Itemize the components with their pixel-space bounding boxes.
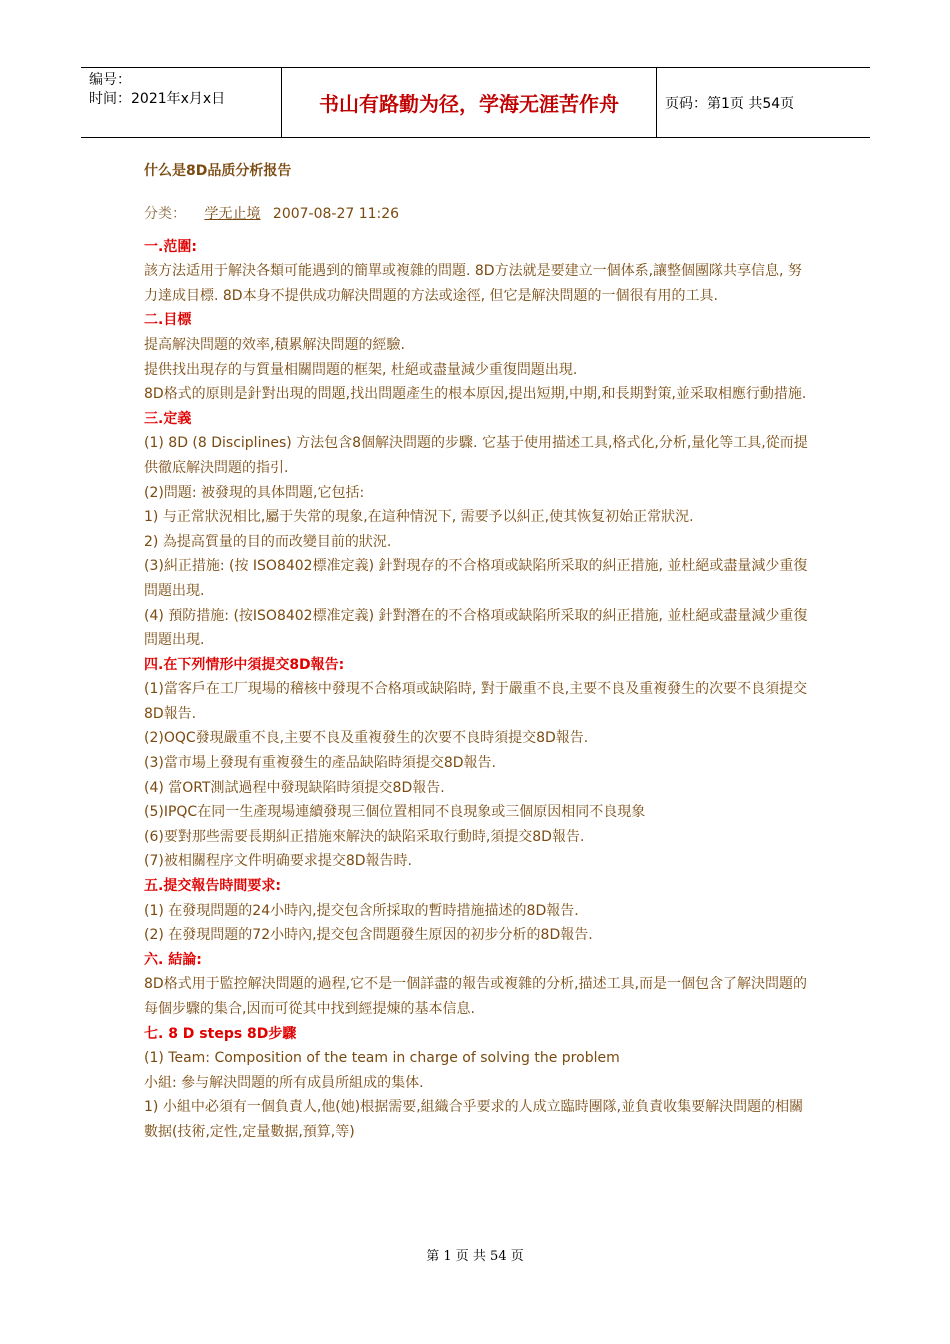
document-body — [144, 160, 814, 1145]
paragraph: (7)被相關程序文件明确要求提交8D報告時. — [144, 853, 412, 870]
header-left-cell — [81, 68, 282, 137]
document-title: 什么是8D品质分析报告 — [144, 163, 292, 179]
document-meta — [144, 202, 814, 227]
section-heading: 七. 8 D steps 8D步驟 — [144, 1025, 297, 1042]
category-label: 分类： — [144, 206, 186, 222]
paragraph: (4) 預防措施: (按ISO8402標准定義) 針對潛在的不合格項或缺陷所采取的糾正措施, 並杜絕或盡量減少重復問題出現. — [144, 607, 808, 649]
paragraph: (2)問題: 被發現的具体問題,它包括: — [144, 484, 365, 501]
header-table — [81, 67, 870, 138]
paragraph: 提高解決問題的效率,積累解決問題的經驗. — [144, 336, 405, 353]
section-heading: 三.定義 — [144, 410, 192, 427]
paragraph: (3)糾正措施: (按 ISO8402標准定義) 針對現存的不合格項或缺陷所采取的糾正措施, 並杜絕或盡量減少重復問題出現. — [144, 558, 808, 599]
page-footer: 第 1 页 共 54 页 — [426, 1249, 524, 1264]
number-label: 编号： — [89, 72, 131, 88]
paragraph: 1) 与正常狀況相比,屬于失常的現象,在這种情況下, 需要予以糾正,使其恢复初始正常狀況. — [144, 509, 694, 526]
paragraph: 1) 小組中必須有一個負責人,他(她)根据需要,組織合乎要求的人成立臨時團隊,並負責收集要解決問題的相關數据(技術,定性,定量數据,預算,等) — [144, 1099, 804, 1140]
paragraph: (2)OQC發現嚴重不良,主要不良及重複發生的次要不良時須提交8D報告. — [144, 730, 589, 747]
paragraph: (1) 在發現問題的24小時內,提交包含所採取的暫時措施描述的8D報告. — [144, 902, 579, 919]
paragraph: 提供找出現存的与質量相關問題的框架, 杜絕或盡量減少重復問題出現. — [144, 361, 578, 378]
document-blocks — [144, 235, 814, 1145]
section-heading: 一.范圍: — [144, 238, 197, 255]
paragraph: (5)IPQC在同一生產現場連續發現三個位置相同不良現象或三個原因相同不良現象 — [144, 804, 646, 821]
paragraph: 8D格式的原則是針對出現的問題,找出問題產生的根本原因,提出短期,中期,和長期對策,並采取相應行動措施. — [144, 386, 807, 403]
section-heading: 五.提交報告時間要求: — [144, 878, 281, 895]
paragraph: (6)要對那些需要長期糾正措施來解決的缺陷采取行動時,須提交8D報告. — [144, 828, 585, 845]
paragraph: (3)當市場上發現有重複發生的產品缺陷時須提交8D報告. — [144, 755, 496, 772]
section-heading: 四.在下列情形中須提交8D報告: — [144, 656, 345, 673]
section-heading: 二.目標 — [144, 312, 192, 329]
header-slogan: 书山有路勤为径，学海无涯苦作舟 — [282, 68, 657, 137]
time-label: 时间：2021年x月x日 — [89, 91, 226, 107]
paragraph: (1)當客戶在工厂現場的稽核中發現不合格項或缺陷時, 對于嚴重不良,主要不良及重複發生的次要不良須提交8D報告. — [144, 681, 808, 722]
header-page-info: 页码：第1页 共54页 — [665, 95, 795, 112]
paragraph: (2) 在發現問題的72小時內,提交包含問題發生原因的初步分析的8D報告. — [144, 927, 593, 944]
section-heading: 六. 結論: — [144, 951, 202, 968]
paragraph: 該方法适用于解決各類可能遇到的簡單或複雜的問題. 8D方法就是要建立一個体系,讓整個團隊共享信息, 努力達成目標. 8D本身不提供成功解決問題的方法或途徑, 但它是解決問題的一個很有用的工具. — [144, 263, 802, 304]
paragraph: (4) 當ORT測試過程中發現缺陷時須提交8D報告. — [144, 779, 445, 796]
category-link[interactable]: 学无止境 — [204, 206, 261, 222]
paragraph: (1) Team: Composition of the team in charge of solving the problem — [144, 1050, 620, 1067]
paragraph: 小組: 參与解決問題的所有成員所組成的集体. — [144, 1074, 424, 1091]
paragraph: 8D格式用于監控解決問題的過程,它不是一個詳盡的報告或複雜的分析,描述工具,而是一個包含了解決問題的每個步驟的集合,因而可從其中找到經提煉的基本信息. — [144, 976, 808, 1017]
post-date: 2007-08-27 11:26 — [272, 206, 400, 222]
paragraph: (1) 8D (8 Disciplines) 方法包含8個解決問題的步驟. 它基于使用描述工具,格式化,分析,量化等工具,從而提供徹底解決問題的指引. — [144, 435, 808, 476]
paragraph: 2) 為提高質量的目的而改變目前的狀況. — [144, 533, 392, 550]
